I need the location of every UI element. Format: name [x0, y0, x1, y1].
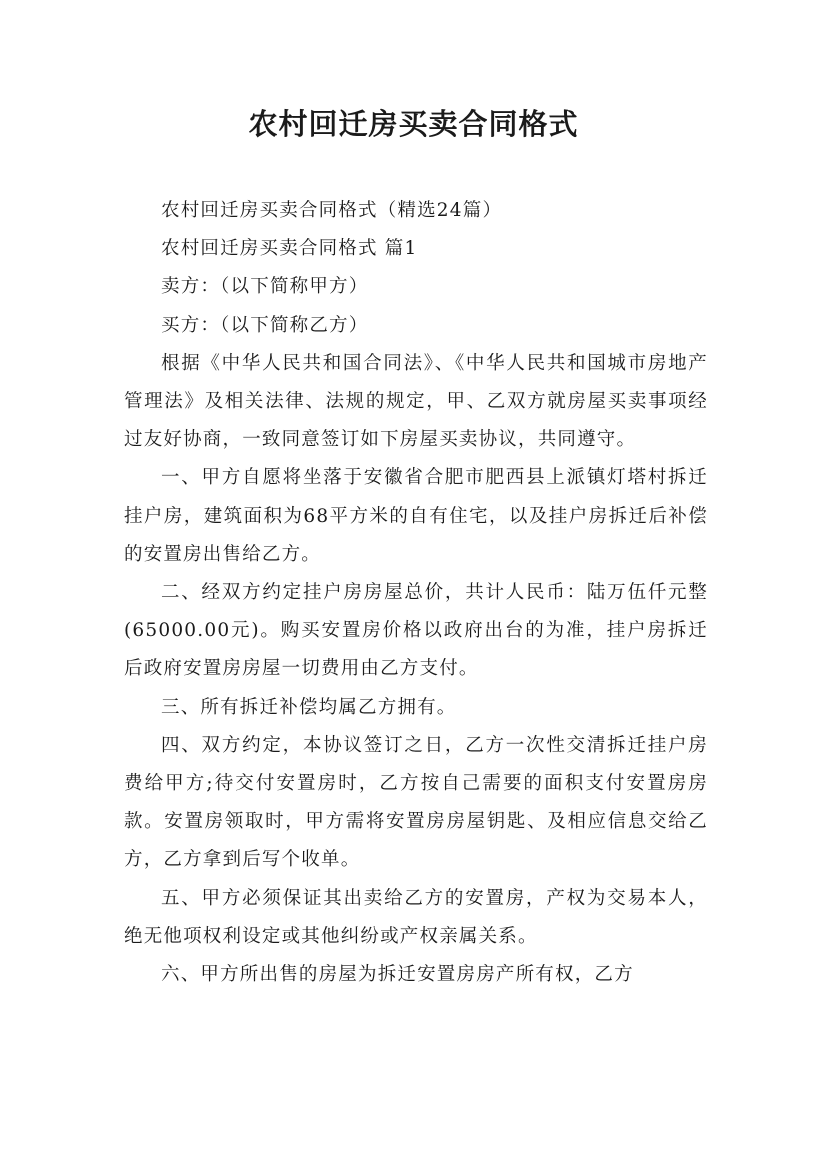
paragraph-clause-2: 二、经双方约定挂户房房屋总价，共计人民币：陆万伍仟元整(65000.00元)。购买安置房价格以政府出台的为准，挂户房拆迁后政府安置房房屋一切费用由乙方支付。: [124, 582, 708, 680]
document-title: 农村回迁房买卖合同格式: [248, 107, 579, 141]
paragraph-buyer: 买方：（以下简称乙方）: [161, 314, 369, 336]
paragraph-clause-4: 四、双方约定，本协议签订之日，乙方一次性交清拆迁挂户房费给甲方;待交付安置房时，乙方按自己需要的面积支付安置房房款。安置房领取时，甲方需将安置房房屋钥匙、及相应信息交给乙方，乙方拿到后写个收单。: [124, 734, 708, 871]
paragraph-subtitle: 农村回迁房买卖合同格式（精选24篇）: [161, 200, 503, 221]
paragraph-clause-6: 六、甲方所出售的房屋为拆迁安置房房产所有权，乙方: [161, 964, 634, 986]
document-body: [124, 192, 708, 994]
paragraph-clause-1: 一、甲方自愿将坐落于安徽省合肥市肥西县上派镇灯塔村拆迁挂户房，建筑面积为68平方米的自有住宅，以及挂户房拆迁后补偿的安置房出售给乙方。: [124, 467, 708, 565]
paragraph-heading: 农村回迁房买卖合同格式 篇1: [161, 238, 418, 260]
paragraph-clause-3: 三、所有拆迁补偿均属乙方拥有。: [161, 696, 457, 718]
paragraph-clause-5: 五、甲方必须保证其出卖给乙方的安置房，产权为交易本人，绝无他项权利设定或其他纠纷或产权亲属关系。: [124, 887, 708, 947]
paragraph-seller: 卖方：（以下简称甲方）: [161, 276, 369, 298]
paragraph-preamble: 根据《中华人民共和国合同法》、《中华人民共和国城市房地产管理法》及相关法律、法规的规定，甲、乙双方就房屋买卖事项经过友好协商，一致同意签订如下房屋买卖协议，共同遵守。: [124, 352, 708, 451]
